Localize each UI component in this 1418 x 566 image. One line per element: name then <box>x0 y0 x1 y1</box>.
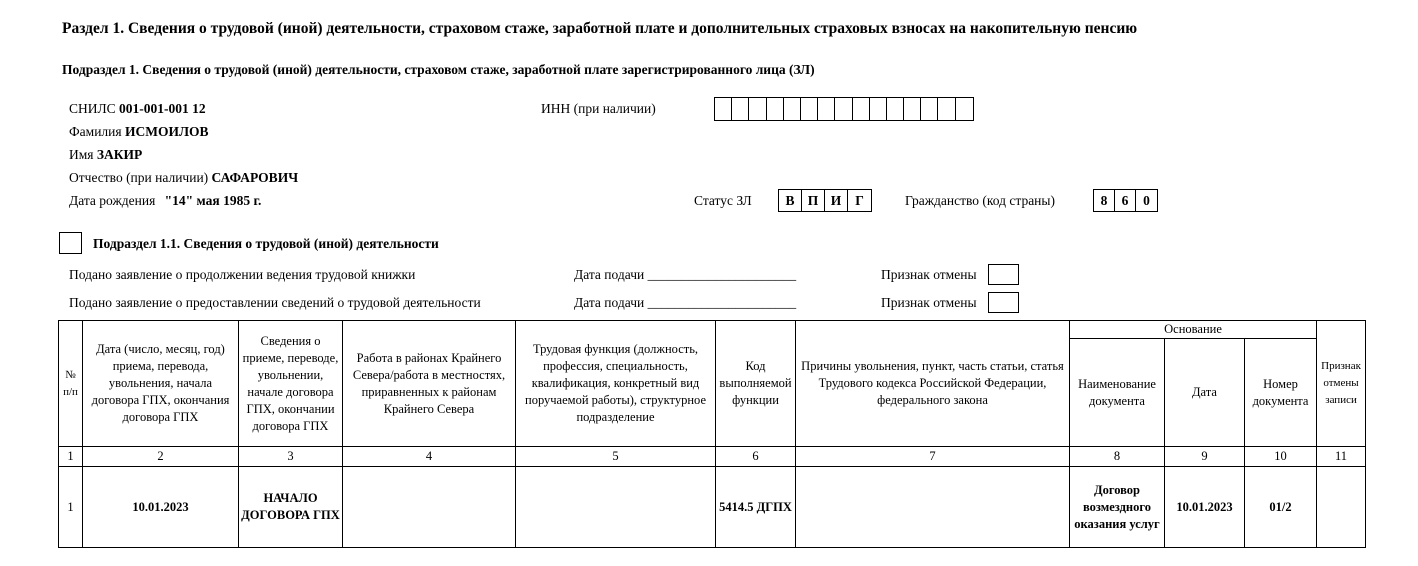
surname-row <box>69 124 209 140</box>
citizenship-code <box>1093 189 1158 212</box>
cancel-checkbox-1[interactable] <box>988 264 1019 285</box>
column-number: 8 <box>1070 447 1165 467</box>
row-reasons <box>796 467 1070 548</box>
column-number: 3 <box>239 447 343 467</box>
snils-row <box>69 101 206 117</box>
snils-value: 001-001-001 12 <box>119 101 206 116</box>
inn-digit-box[interactable] <box>904 98 921 120</box>
subsection11-checkbox[interactable] <box>59 232 82 254</box>
inn-digit-box[interactable] <box>956 98 973 120</box>
row-cancel <box>1317 467 1366 548</box>
header-reasons: Причины увольнения, пункт, часть статьи, статья Трудового кодекса Российской Федерации, федерального закона <box>796 321 1070 447</box>
name-row <box>69 147 142 163</box>
status-code-cell: В <box>779 190 802 211</box>
table-row <box>59 467 1366 548</box>
column-number: 9 <box>1165 447 1245 467</box>
header-code: Код выполняемой функции <box>716 321 796 447</box>
status-code-cell: П <box>802 190 825 211</box>
row-doc-date: 10.01.2023 <box>1165 467 1245 548</box>
inn-label: ИНН (при наличии) <box>541 101 656 116</box>
patronymic-value: САФАРОВИЧ <box>211 170 299 185</box>
inn-digit-box[interactable] <box>818 98 835 120</box>
header-north: Работа в районах Крайнего Севера/работа в местностях, приравненных к районам Крайнего Севера <box>343 321 516 447</box>
header-info: Сведения о приеме, переводе, увольнении, начале договора ГПХ, окончании договора ГПХ <box>239 321 343 447</box>
inn-digit-box[interactable] <box>853 98 870 120</box>
birth-row <box>69 193 261 209</box>
name-value: ЗАКИР <box>96 147 143 162</box>
header-doc-date: Дата <box>1165 339 1245 447</box>
section-title: Раздел 1. Сведения о трудовой (иной) деятельности, страховом стаже, заработной плате и дополнительных страховых взносах на накопительную пенсию <box>62 20 1138 37</box>
inn-digit-box[interactable] <box>938 98 955 120</box>
cancel-label: Признак отмены <box>881 295 977 310</box>
row-num: 1 <box>59 467 83 548</box>
inn-digit-box[interactable] <box>749 98 766 120</box>
row-north <box>343 467 516 548</box>
application-info-text: Подано заявление о предоставлении сведений о трудовой деятельности <box>69 295 481 310</box>
row-date: 10.01.2023 <box>83 467 239 548</box>
cancel-label: Признак отмены <box>881 267 977 282</box>
surname-label: Фамилия <box>69 124 122 139</box>
subsection11-title: Подраздел 1.1. Сведения о трудовой (иной) деятельности <box>93 236 439 251</box>
inn-digit-box[interactable] <box>784 98 801 120</box>
row-code: 5414.5 ДГПХ <box>716 467 796 548</box>
patronymic-label: Отчество (при наличии) <box>69 170 209 185</box>
header-num: № п/п <box>59 321 83 447</box>
column-number: 1 <box>59 447 83 467</box>
status-code-cell: И <box>825 190 848 211</box>
column-number: 11 <box>1317 447 1366 467</box>
inn-digit-box[interactable] <box>732 98 749 120</box>
header-doc-name: Наименование документа <box>1070 339 1165 447</box>
column-number: 10 <box>1245 447 1317 467</box>
patronymic-row <box>69 170 298 186</box>
row-doc-name: Договор возмездного оказания услуг <box>1070 467 1165 548</box>
column-number: 5 <box>516 447 716 467</box>
cancel-checkbox-2[interactable] <box>988 292 1019 313</box>
inn-digit-box[interactable] <box>767 98 784 120</box>
header-date: Дата (число, месяц, год) приема, перевода, увольнения, начала договора ГПХ, окончания договора ГПХ <box>83 321 239 447</box>
surname-value: ИСМОИЛОВ <box>124 124 209 139</box>
column-number: 6 <box>716 447 796 467</box>
header-cancel: Признак отмены записи <box>1317 321 1366 447</box>
column-number: 7 <box>796 447 1070 467</box>
inn-digit-box[interactable] <box>887 98 904 120</box>
header-function: Трудовая функция (должность, профессия, специальность, квалификация, конкретный вид поручаемой работы), структурное подразделение <box>516 321 716 447</box>
column-number: 4 <box>343 447 516 467</box>
status-label: Статус ЗЛ <box>694 193 752 208</box>
citizenship-label: Гражданство (код страны) <box>905 193 1055 208</box>
column-number: 2 <box>83 447 239 467</box>
status-codes <box>778 189 872 212</box>
name-label: Имя <box>69 147 94 162</box>
citizenship-digit: 0 <box>1143 192 1150 208</box>
row-doc-number: 01/2 <box>1245 467 1317 548</box>
citizenship-digit: 8 <box>1094 190 1115 211</box>
birth-label: Дата рождения <box>69 193 156 208</box>
application-continue-text: Подано заявление о продолжении ведения трудовой книжки <box>69 267 416 282</box>
application-info-date[interactable]: Дата подачи ______________________ <box>574 295 797 310</box>
application-continue-date[interactable]: Дата подачи ______________________ <box>574 267 797 282</box>
activity-table <box>58 320 1366 548</box>
status-code-cell: Г <box>855 192 864 208</box>
inn-field[interactable] <box>714 97 974 121</box>
header-doc-number: Номер документа <box>1245 339 1317 447</box>
inn-digit-box[interactable] <box>921 98 938 120</box>
citizenship-digit: 6 <box>1115 190 1136 211</box>
row-info: НАЧАЛО ДОГОВОРА ГПХ <box>239 467 343 548</box>
subsection-title: Подраздел 1. Сведения о трудовой (иной) деятельности, страховом стаже, заработной плате зарегистрированного лица (ЗЛ) <box>62 62 815 77</box>
header-basis: Основание <box>1070 321 1317 339</box>
row-function <box>516 467 716 548</box>
inn-digit-box[interactable] <box>801 98 818 120</box>
birth-value: "14" мая 1985 г. <box>164 193 262 208</box>
snils-label: СНИЛС <box>69 101 116 116</box>
inn-digit-box[interactable] <box>870 98 887 120</box>
inn-digit-box[interactable] <box>715 98 732 120</box>
inn-digit-box[interactable] <box>835 98 852 120</box>
